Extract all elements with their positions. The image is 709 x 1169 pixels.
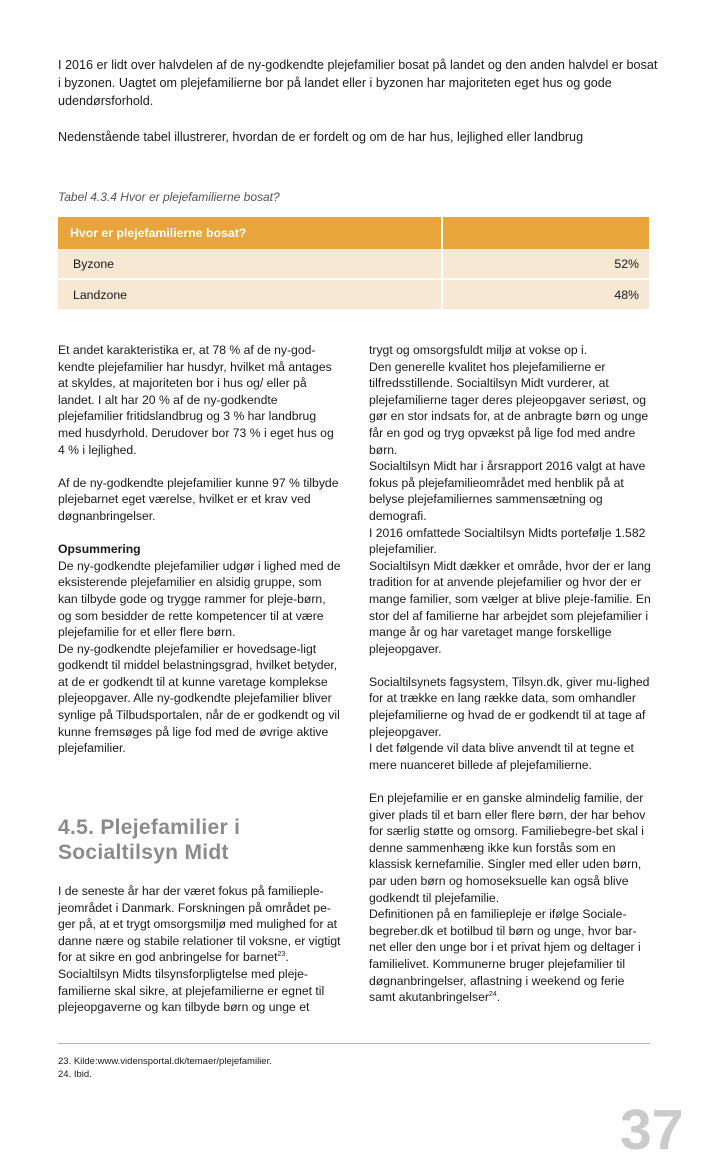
table-header-label: Hvor er plejefamilierne bosat? xyxy=(58,217,442,249)
table-header-row xyxy=(58,217,649,249)
table-cell-value: 52% xyxy=(442,249,649,279)
right-paragraph-4: I 2016 omfattede Socialtilsyn Midts portefølje 1.582 plejefamilier. xyxy=(369,525,646,557)
intro-paragraph-1: I 2016 er lidt over halvdelen af de ny-godkendte plejefamilier bosat på landet og den anden halvdel er bosat i byzonen. Uagtet om plejefamilierne bor på landet eller i byzonen har majoriteten eget hus og gode udendørsforhold. xyxy=(58,58,658,108)
section-heading-line-1: 4.5. Plejefamilier i xyxy=(58,816,241,839)
right-column xyxy=(369,342,652,1006)
section-paragraph-2: Socialtilsyn Midts tilsynsforpligtelse med pleje-familierne skal sikre, at plejefamilierne er egnet til plejeopgaverne og kan tilbyde børn og unge et xyxy=(58,966,325,1015)
table-cell-value: 48% xyxy=(442,279,649,309)
residence-table xyxy=(58,217,649,309)
table-row xyxy=(58,249,649,279)
section-paragraph-1-end: . xyxy=(285,950,289,965)
right-paragraph-3: Socialtilsyn Midt har i årsrapport 2016 valgt at have fokus på plejefamilieområdet med henblik på at belyse plejefamiliernes sammensætning og demografi. xyxy=(369,459,646,523)
table-header-value xyxy=(442,217,649,249)
intro-text xyxy=(58,56,658,146)
footnote-ref-24: 24 xyxy=(488,991,497,999)
left-paragraph-1: Et andet karakteristika er, at 78 % af de ny-god-kendte plejefamilier har husdyr, hvilket må antages at skyldes, at majoriteten bor i hus og/ eller på landet. I alt har 20 % af de ny-godkendte plejefamilier fritidslandbrug og 3 % har landbrug med husdyrhold. Derudover bor 73 % i eget hus og 4 % i lejlighed. xyxy=(58,343,334,457)
table-row xyxy=(58,279,649,309)
right-paragraph-9-end: . xyxy=(496,990,501,1005)
footnote-23: 23. Kilde:www.vidensportal.dk/temaer/plejefamilier. xyxy=(58,1056,272,1067)
left-paragraph-2: Af de ny-godkendte plejefamilier kunne 97 % tilbyde plejebarnet eget værelse, hvilket er et krav ved døgnanbringelser. xyxy=(58,475,339,523)
left-column-lower xyxy=(58,883,341,1016)
right-paragraph-9 xyxy=(369,906,652,1006)
section-paragraph-1-text: I de seneste år har der været fokus på familieple-jeområdet i Danmark. Forskningen på området pe-ger på, at et trygt omsorgsmiljø med mulighed for at danne nære og stabile relationer til voksne, er vigtigt for at sikre en god anbringelse for barnet xyxy=(58,884,341,965)
page-number: 37 xyxy=(620,1098,684,1162)
table-cell-label: Byzone xyxy=(58,249,442,279)
footnotes xyxy=(58,1055,272,1081)
intro-paragraph-2: Nedenstående tabel illustrerer, hvordan de er fordelt og om de har hus, lejlighed eller landbrug xyxy=(58,130,584,144)
table-caption: Tabel 4.3.4 Hvor er plejefamilierne bosat? xyxy=(58,190,280,204)
footnote-ref-23: 23 xyxy=(277,951,286,959)
section-paragraph-1 xyxy=(58,883,341,966)
right-paragraph-7: I det følgende vil data blive anvendt til at tegne et mere nuanceret billede af plejefamilierne. xyxy=(369,741,634,772)
right-paragraph-6: Socialtilsynets fagsystem, Tilsyn.dk, giver mu-lighed for at trække en lang række data, som omhandler plejefamilierne og hvad de er godkendt til at tage af plejeopgaver. xyxy=(369,674,650,739)
right-paragraph-5: Socialtilsyn Midt dækker et område, hvor der er lang tradition for at anvende plejefamilier og hvor der er mange familier, som vælger at blive pleje-familie. En stor del af familierne har arbejdet som plejefamilier i mange år og har varetaget mange forskellige plejeopgaver. xyxy=(369,558,651,656)
footnote-24: 24. Ibid. xyxy=(58,1069,92,1080)
right-paragraph-8: En plejefamilie er en ganske almindelig familie, der giver plads til et barn eller flere børn, der har behov for særlig støtte og omsorg. Familiebegre-bet skal i denne sammenhæng ikke kun forstås som en klassisk kernefamilie. Singler med eller uden børn, par uden børn og homoseksuelle kan også blive godkendt til plejefamilie. xyxy=(369,791,646,905)
section-heading xyxy=(58,815,240,865)
right-paragraph-2: Den generelle kvalitet hos plejefamilierne er tilfredsstillende. Socialtilsyn Midt vurderer, at plejefamilierne tager deres plejeopgaver seriøst, og gør en stor indsats for, at de anbragte børn og unge får en god og tryg opvækst på lige fod med andre børn. xyxy=(369,359,649,457)
summary-paragraph-2: De ny-godkendte plejefamilier er hovedsage-ligt godkendt til middel belastningsgrad, hvilket betyder, at de er godkendt til at kunne varetage komplekse plejeopgaver. Alle ny-godkendte plejefamilier bliver synlige på Tilbudsportalen, når de er godkendt og vil kunne fremsøges på lige fod med de øvrige aktive plejefamilier. xyxy=(58,641,340,756)
summary-paragraph-1: De ny-godkendte plejefamilier udgør i lighed med de eksisterende plejefamilier en alsidig gruppe, som kan tilbyde gode og trygge rammer for pleje-børn, og som besidder de rette kompetencer til at være plejefamilie for et eller flere børn. xyxy=(58,558,341,640)
footnote-divider xyxy=(58,1043,650,1044)
right-paragraph-9-text: Definitionen på en familiepleje er ifølge Sociale-begreber.dk et botilbud til børn og unge, hvor bar-net eller den unge bor i et privat hjem og deltager i familielivet. Kommunerne bruger plejefamilier til døgnanbringelser, aflastning i weekend og ferie samt akutanbringelser xyxy=(369,907,641,1005)
summary-heading: Opsummering xyxy=(58,542,141,557)
section-heading-line-2: Socialtilsyn Midt xyxy=(58,841,229,864)
left-column xyxy=(58,342,341,757)
right-paragraph-1: trygt og omsorgsfuldt miljø at vokse op i. xyxy=(369,343,588,357)
table-cell-label: Landzone xyxy=(58,279,442,309)
